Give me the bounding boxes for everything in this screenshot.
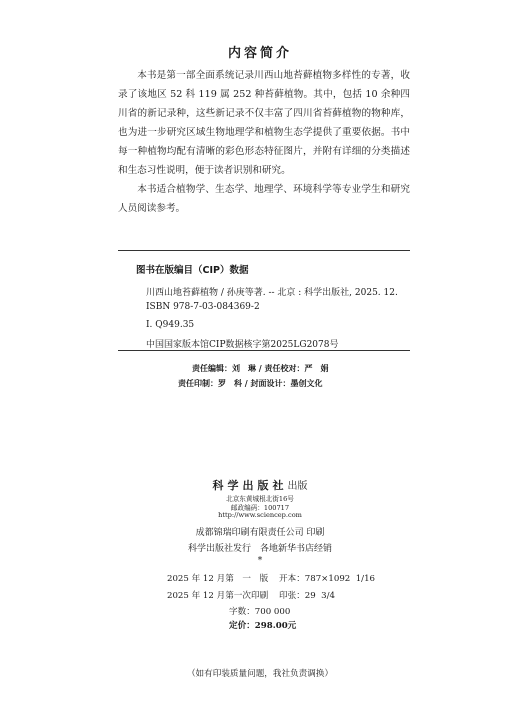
staff-editor: 责任编辑：刘 琳 / 责任校对：严 娟 xyxy=(192,363,329,373)
publisher-website: http://www.sciencep.com xyxy=(218,511,302,519)
quality-notice: （如有印装质量问题，我社负责调换） xyxy=(186,669,334,679)
publisher-brand: 科学出版社 xyxy=(212,479,288,492)
format-info: 开本：787×1092 1/16 xyxy=(279,574,376,584)
sheets-info: 印张：29 3/4 xyxy=(279,591,336,601)
edition-info: 2025 年 12 月第 一 版 xyxy=(167,574,269,584)
cip-line-class: Ⅰ. Q949.35 xyxy=(146,320,195,330)
cip-line-isbn: ISBN 978-7-03-084369-2 xyxy=(146,302,260,312)
cip-heading: 图书在版编目（CIP）数据 xyxy=(136,265,249,276)
intro-text xyxy=(118,66,410,218)
price: 定价：298.00元 xyxy=(229,621,297,631)
intro-paragraph-2: 本书适合植物学、生态学、地理学、环境科学等专业学生和研究人员阅读参考。 xyxy=(118,184,410,214)
bottom-divider xyxy=(118,350,410,351)
top-divider xyxy=(118,250,410,251)
separator-star: * xyxy=(257,556,263,566)
cip-line-number: 中国国家版本馆CIP数据核字第2025LG2078号 xyxy=(146,340,339,350)
printer-info: 成都锦瑞印刷有限责任公司 印刷 xyxy=(195,528,325,538)
intro-paragraph-1: 本书是第一部全面系统记录川西山地苔藓植物多样性的专著，收录了该地区 52 科 119 属 252 种苔藓植物。其中，包括 10 余种四川省的新记录种，这些新记录不仅丰富了四川省苔藓植物的物种库，也为进一步研究区域生物地理学和植物生态学提供了重要依据。书中每一种植物均配有清晰的彩色形态特征图片，并附有详细的分类描述和生态习性说明，便于读者识别和研究。 xyxy=(118,70,410,176)
publisher-address: 北京东黄城根北街16号 xyxy=(226,495,294,503)
publisher-suffix: 出版 xyxy=(287,481,308,492)
word-count: 字数：700 000 xyxy=(229,607,291,617)
distribution-info: 科学出版社发行 各地新华书店经销 xyxy=(187,544,332,554)
page-title: 内容简介 xyxy=(227,46,292,61)
publisher-name xyxy=(0,477,520,493)
printing-info: 2025 年 12 月第一次印刷 xyxy=(167,591,269,601)
staff-printing: 责任印制：罗 科 / 封面设计：墨创文化 xyxy=(178,378,323,388)
publisher-postcode: 邮政编码：100717 xyxy=(230,504,290,512)
cip-line-title: 川西山地苔藓植物 / 孙庚等著. -- 北京 : 科学出版社, 2025. 12. xyxy=(146,288,398,298)
